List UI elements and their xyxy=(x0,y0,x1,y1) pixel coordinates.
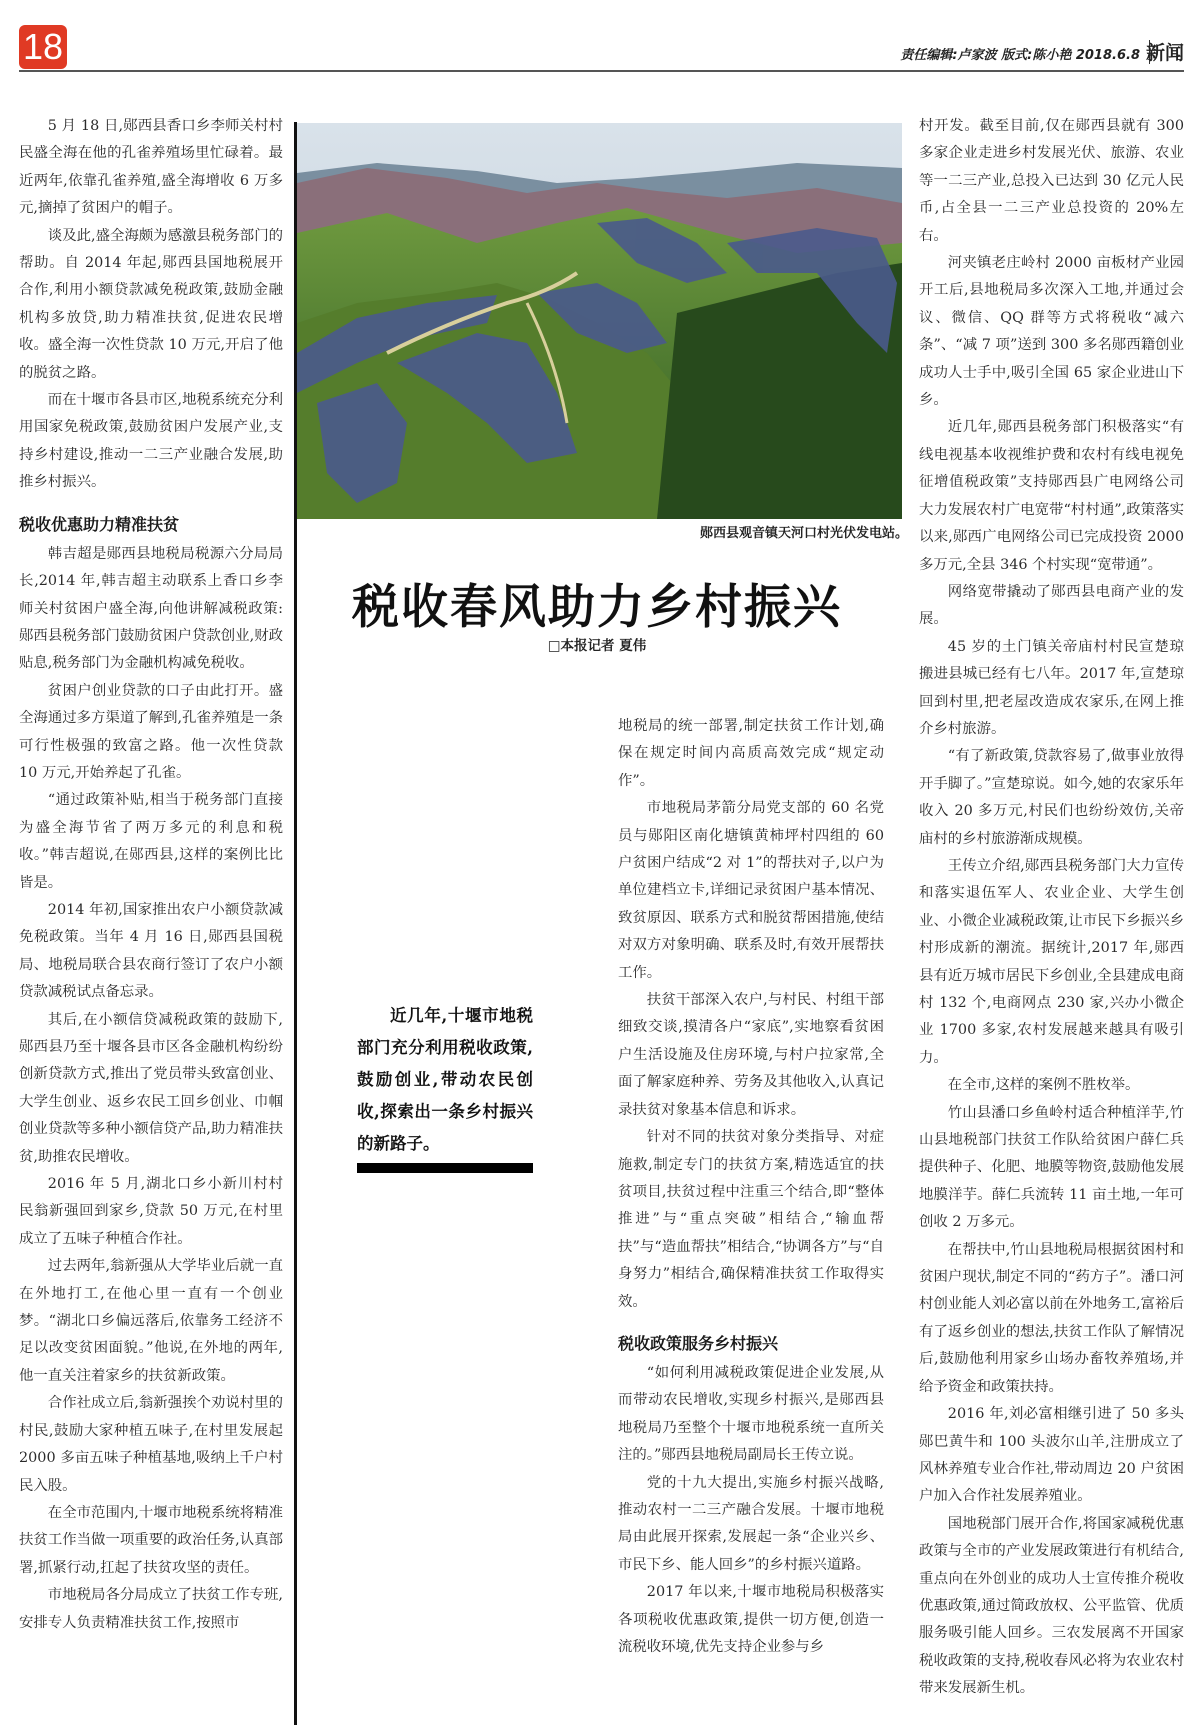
paragraph: 竹山县潘口乡鱼岭村适合种植洋芋,竹山县地税部门扶贫工作队给贫困户薛仁兵提供种子、化肥、地膜等物资,鼓励他发展地膜洋芋。薛仁兵流转 11 亩土地,一年可创收 2 万多元。 xyxy=(919,1104,1184,1231)
paragraph: “有了新政策,贷款容易了,做事业放得开手脚了。”宣楚琼说。如今,她的农家乐年收入 20 多万元,村民们也纷纷效仿,关帝庙村的乡村旅游渐成规模。 xyxy=(919,748,1184,847)
article-column-3 xyxy=(618,713,884,1661)
paragraph: 国地税部门展开合作,将国家减税优惠政策与全市的产业发展政策进行有机结合,重点向在外创业的成功人士宣传推介税收优惠政策,通过简政放权、公平监管、优质服务吸引能人回乡。三农发展离不开国家税收政策的支持,税收春风必将为农业农村带来发展新生机。 xyxy=(919,1515,1184,1697)
photo-caption: 郧西县观音镇天河口村光伏发电站。 xyxy=(699,526,908,541)
pull-quote-text: 近几年,十堰市地税部门充分利用税收政策,鼓励创业,带动农民创收,探索出一条乡村振兴的新路子。 xyxy=(357,1006,533,1153)
paragraph: 在全市,这样的案例不胜枚举。 xyxy=(947,1077,1140,1094)
paragraph: 2017 年以来,十堰市地税局积极落实各项税收优惠政策,提供一切方便,创造一流税收环境,优先支持企业参与乡 xyxy=(618,1584,884,1655)
paragraph: 地税局的统一部署,制定扶贫工作计划,确保在规定时间内高质高效完成“规定动作”。 xyxy=(618,718,884,789)
paragraph: 王传立介绍,郧西县税务部门大力宣传和落实退伍军人、农业企业、大学生创业、小微企业减税政策,让市民下乡振兴乡村形成新的潮流。据统计,2017 年,郧西县有近万城市居民下乡创业,全县建成电商村 132 个,电商网点 230 家,兴办小微企业 1700 多家,农村发展越来越具有吸引力。 xyxy=(919,857,1184,1066)
paragraph: 河夹镇老庄岭村 2000 亩板材产业园开工后,县地税局多次深入工地,并通过会议、微信、QQ 群等方式将税收“减六条”、“减 7 项”送到 300 多名郧西籍创业成功人士手中,吸引全国 65 家企业进山下乡。 xyxy=(919,255,1184,409)
page-number-badge: 18 xyxy=(19,25,67,69)
paragraph: 贫困户创业贷款的口子由此打开。盛全海通过多方渠道了解到,孔雀养殖是一条可行性极强的致富之路。他一次性贷款 10 万元,开始养起了孔雀。 xyxy=(19,682,283,781)
paragraph: 其后,在小额信贷减税政策的鼓励下,郧西县乃至十堰各县市区各金融机构纷纷创新贷款方式,推出了党员带头致富创业、大学生创业、返乡农民工回乡创业、巾帼创业贷款等多种小额信贷产品,助力精准扶贫,助推农民增收。 xyxy=(19,1011,283,1165)
paragraph: 而在十堰市各县市区,地税系统充分利用国家免税政策,鼓励贫困户发展产业,支持乡村建设,推动一二三产业融合发展,助推乡村振兴。 xyxy=(19,392,283,491)
paragraph: 在全市范围内,十堰市地税系统将精准扶贫工作当做一项重要的政治任务,认真部署,抓紧行动,扛起了扶贫攻坚的责任。 xyxy=(19,1504,283,1576)
paragraph: 韩吉超是郧西县地税局税源六分局局长,2014 年,韩吉超主动联系上香口乡李师关村贫困户盛全海,向他讲解减税政策:郧西县税务部门鼓励贫困户贷款创业,财政贴息,税务部门为金融机构减免税收。 xyxy=(19,545,283,672)
paragraph: 谈及此,盛全海颇为感激县税务部门的帮助。自 2014 年起,郧西县国地税展开合作,利用小额贷款减免税政策,鼓励金融机构多放贷,助力精准扶贫,促进农民增收。盛全海一次性贷款 10 万元,开启了他的脱贫之路。 xyxy=(19,227,283,381)
paragraph: 市地税局各分局成立了扶贫工作专班,安排专人负责精准扶贫工作,按照市 xyxy=(19,1587,283,1631)
paragraph: 针对不同的扶贫对象分类指导、对症施救,制定专门的扶贫方案,精选适宜的扶贫项目,扶贫过程中注重三个结合,即“整体推进”与“重点突破”相结合,“输血帮扶”与“造血帮扶”相结合,“协调各方”与“自身努力”相结合,确保精准扶贫工作取得实效。 xyxy=(618,1129,884,1310)
paragraph: 村开发。截至目前,仅在郧西县就有 300 多家企业走进乡村发展光伏、旅游、农业等一二三产业,总投入已达到 30 亿元人民币,占全县一二三产业总投资的 20%左右。 xyxy=(919,118,1184,244)
byline: □本报记者 夏伟 xyxy=(547,638,647,654)
paragraph: “如何利用减税政策促进企业发展,从而带动农民增收,实现乡村振兴,是郧西县地税局乃至整个十堰市地税系统一直所关注的。”郧西县地税局副局长王传立说。 xyxy=(618,1364,884,1464)
subheading: 税收优惠助力精准扶贫 xyxy=(19,514,180,534)
paragraph: 5 月 18 日,郧西县香口乡李师关村村民盛全海在他的孔雀养殖场里忙碌着。最近两年,依靠孔雀养殖,盛全海增收 6 万多元,摘掉了贫困户的帽子。 xyxy=(19,118,283,217)
paragraph: 2016 年 5 月,湖北口乡小新川村村民翁新强回到家乡,贷款 50 万元,在村里成立了五味子种植合作社。 xyxy=(19,1176,283,1247)
section-name: 新闻 xyxy=(1145,42,1184,64)
paragraph: “通过政策补贴,相当于税务部门直接为盛全海节省了两万多元的利息和税收。”韩吉超说,在郧西县,这样的案例比比皆是。 xyxy=(19,792,283,891)
paragraph: 45 岁的土门镇关帝庙村村民宣楚琼搬进县城已经有七八年。2017 年,宣楚琼回到村里,把老屋改造成农家乐,在网上推介乡村旅游。 xyxy=(919,638,1184,737)
paragraph: 过去两年,翁新强从大学毕业后就一直在外地打工,在他心里一直有一个创业梦。“湖北口乡偏远落后,依靠务工经济不足以改变贫困面貌。”他说,在外地的两年,他一直关注着家乡的扶贫新政策。 xyxy=(19,1258,283,1384)
article-headline: 税收春风助力乡村振兴 xyxy=(352,580,842,635)
paragraph: 市地税局茅箭分局党支部的 60 名党员与郧阳区南化塘镇黄柿坪村四组的 60 户贫困户结成“2 对 1”的帮扶对子,以户为单位建档立卡,详细记录贫困户基本情况、致贫原因、联系方式和脱贫帮困措施,使结对双方对象明确、联系及时,有效开展帮扶工作。 xyxy=(618,800,884,981)
header-rule xyxy=(19,70,1184,72)
photo-illustration xyxy=(297,123,902,519)
solar-station-photo xyxy=(297,123,902,519)
article-column-1 xyxy=(19,113,283,1637)
paragraph: 网络宽带撬动了郧西县电商产业的发展。 xyxy=(919,583,1184,628)
paragraph: 在帮扶中,竹山县地税局根据贫困村和贫困户现状,制定不同的“药方子”。潘口河村创业能人刘必富以前在外地务工,富裕后有了返乡创业的想法,扶贫工作队了解情况后,鼓励他利用家乡山场办畜牧养殖场,并给予资金和政策扶持。 xyxy=(919,1241,1184,1395)
paragraph: 近几年,郧西县税务部门积极落实“有线电视基本收视维护费和农村有线电视免征增值税政策”支持郧西县广电网络公司大力发展农村广电宽带“村村通”,政策落实以来,郧西广电网络公司已完成投资 2000 多万元,全县 346 个村实现“宽带通”。 xyxy=(919,419,1184,573)
paragraph: 2016 年,刘必富相继引进了 50 多头郧巴黄牛和 100 头波尔山羊,注册成立了风林养殖专业合作社,带动周边 20 户贫困户加入合作社发展养殖业。 xyxy=(919,1406,1184,1505)
editor-info: 责任编辑:卢家波 版式:陈小艳 2018.6.8 xyxy=(900,48,1140,63)
paragraph: 合作社成立后,翁新强挨个劝说村里的村民,鼓励大家种植五味子,在村里发展起 2000 多亩五味子种植基地,吸纳上千户村民入股。 xyxy=(19,1395,283,1494)
article-column-4 xyxy=(919,113,1184,1703)
paragraph: 党的十九大提出,实施乡村振兴战略,推动农村一二三产融合发展。十堰市地税局由此展开探索,发展起一条“企业兴乡、市民下乡、能人回乡”的乡村振兴道路。 xyxy=(618,1474,884,1573)
paragraph: 2014 年初,国家推出农户小额贷款减免税政策。当年 4 月 16 日,郧西县国税局、地税局联合县农商行签订了农户小额贷款减税试点备忘录。 xyxy=(19,901,283,1001)
pull-quote xyxy=(357,1000,533,1160)
subheading: 税收政策服务乡村振兴 xyxy=(618,1333,779,1353)
pull-quote-bar xyxy=(357,1163,533,1173)
paragraph: 扶贫干部深入农户,与村民、村组干部细致交谈,摸清各户“家底”,实地察看贫困户生活设施及住房环境,与村户拉家常,全面了解家庭种养、劳务及其他收入,认真记录扶贫对象基本信息和诉求。 xyxy=(618,992,884,1118)
